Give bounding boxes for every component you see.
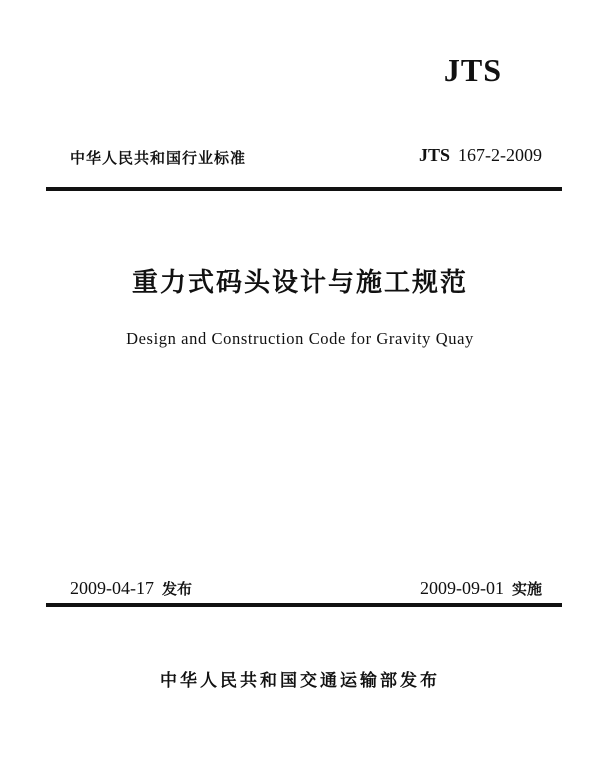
- issue-date-line: [70, 578, 192, 599]
- standard-code-prefix: JTS: [418, 145, 450, 165]
- publisher-name: 中华人民共和国交通运输部发布: [160, 671, 440, 691]
- standard-code-number: 167-2-2009: [458, 145, 542, 165]
- standard-code: [419, 145, 542, 166]
- bottom-divider: [46, 603, 562, 607]
- jts-logo: JTS: [443, 52, 502, 88]
- top-divider: [46, 187, 562, 191]
- issue-date: 2009-04-17: [70, 578, 154, 598]
- issue-label: 发布: [162, 580, 193, 598]
- title-english: Design and Construction Code for Gravity Quay: [126, 329, 474, 348]
- effective-date: 2009-09-01: [419, 578, 504, 598]
- standard-category: 中华人民共和国行业标准: [70, 149, 247, 167]
- effective-label: 实施: [511, 580, 542, 598]
- title-chinese: 重力式码头设计与施工规范: [131, 268, 468, 298]
- effective-date-line: [420, 578, 542, 599]
